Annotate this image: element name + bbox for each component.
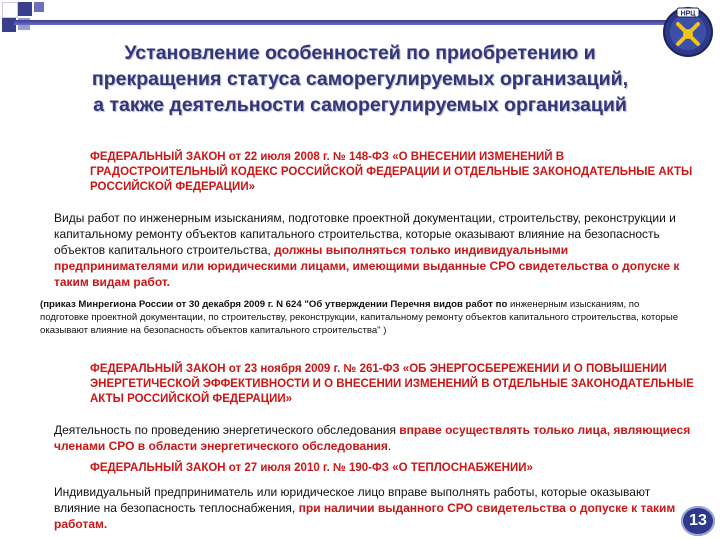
paragraph-energy-audit — [54, 422, 694, 454]
title-line: Установление особенностей по приобретению и — [124, 42, 596, 64]
law-heading-261fz: ФЕДЕРАЛЬНЫЙ ЗАКОН от 23 ноября 2009 г. № 261-ФЗ «ОБ ЭНЕРГОСБЕРЕЖЕНИИ И О ПОВЫШЕНИИ ЭНЕРГЕТИЧЕСКОЙ ЭФФЕКТИВНОСТИ И О ВНЕСЕНИИ ИЗМЕНЕНИЙ В ОТДЕЛЬНЫЕ ЗАКОНОДАТЕЛЬНЫЕ АКТЫ РОССИЙСКОЙ ФЕДЕРАЦИИ» — [90, 363, 694, 405]
decor-square — [2, 2, 18, 18]
paragraph-text: Индивидуальный предприниматель или юридическое лицо вправе выполнять работы, которые оказывают влияние на безопасность теплоснабжения, — [54, 485, 651, 515]
paragraph-text: Виды работ по инженерным изысканиям, подготовке проектной документации, строительству, реконструкции и капитальному ремонту объектов капитального строительства, которые оказывают влияние на безопасность объектов капитального строительства, — [54, 211, 676, 257]
paragraph-highlight: должны выполняться только индивидуальными предпринимателями или юридическими лицами, имеющими выданные СРО свидетельства о допуске к таким видам работ. — [54, 243, 680, 289]
logo-label: НРЦ — [680, 10, 696, 18]
slide-title — [40, 40, 680, 118]
page-number-badge: 13 — [681, 506, 715, 536]
order-note-text: инженерным изысканиям, по подготовке проектной документации, по строительству, реконструкции, капитальному ремонту объектов капитального строительства, которые оказывают влияние на безопасность объектов капитального строительства" ) — [40, 299, 679, 336]
paragraph-end: . — [387, 439, 392, 453]
paragraph-work-types — [54, 210, 694, 290]
law-heading-190fz: ФЕДЕРАЛЬНЫЙ ЗАКОН от 27 июля 2010 г. № 190-ФЗ «О ТЕПЛОСНАБЖЕНИИ» — [90, 462, 533, 474]
title-line: а также деятельности саморегулируемых организаций — [93, 94, 627, 116]
order-note — [40, 298, 690, 337]
order-note-bold: (приказ Минрегиона России от 30 декабря 2009 г. N 624 "Об утверждении Перечня видов работ по — [40, 299, 508, 310]
law-heading-148fz: ФЕДЕРАЛЬНЫЙ ЗАКОН от 22 июля 2008 г. № 148-ФЗ «О ВНЕСЕНИИ ИЗМЕНЕНИЙ В ГРАДОСТРОИТЕЛЬНЫЙ КОДЕКС РОССИЙСКОЙ ФЕДЕРАЦИИ И ОТДЕЛЬНЫЕ ЗАКОНОДАТЕЛЬНЫЕ АКТЫ РОССИЙСКОЙ ФЕДЕРАЦИИ» — [90, 151, 693, 193]
paragraph-highlight: при наличии выданного СРО свидетельства о допуске к таким работам. — [54, 501, 676, 531]
paragraph-highlight: вправе осуществлять только лица, являющиеся членами СРО в области энергетического обследования — [54, 423, 691, 453]
header-stripe — [14, 20, 704, 25]
paragraph-text: Деятельность по проведению энергетического обследования — [54, 423, 400, 437]
paragraph-heat-supply — [54, 484, 694, 532]
decor-square — [34, 2, 44, 12]
title-line: прекращения статуса саморегулируемых организаций, — [91, 68, 629, 90]
decor-square — [18, 2, 32, 16]
